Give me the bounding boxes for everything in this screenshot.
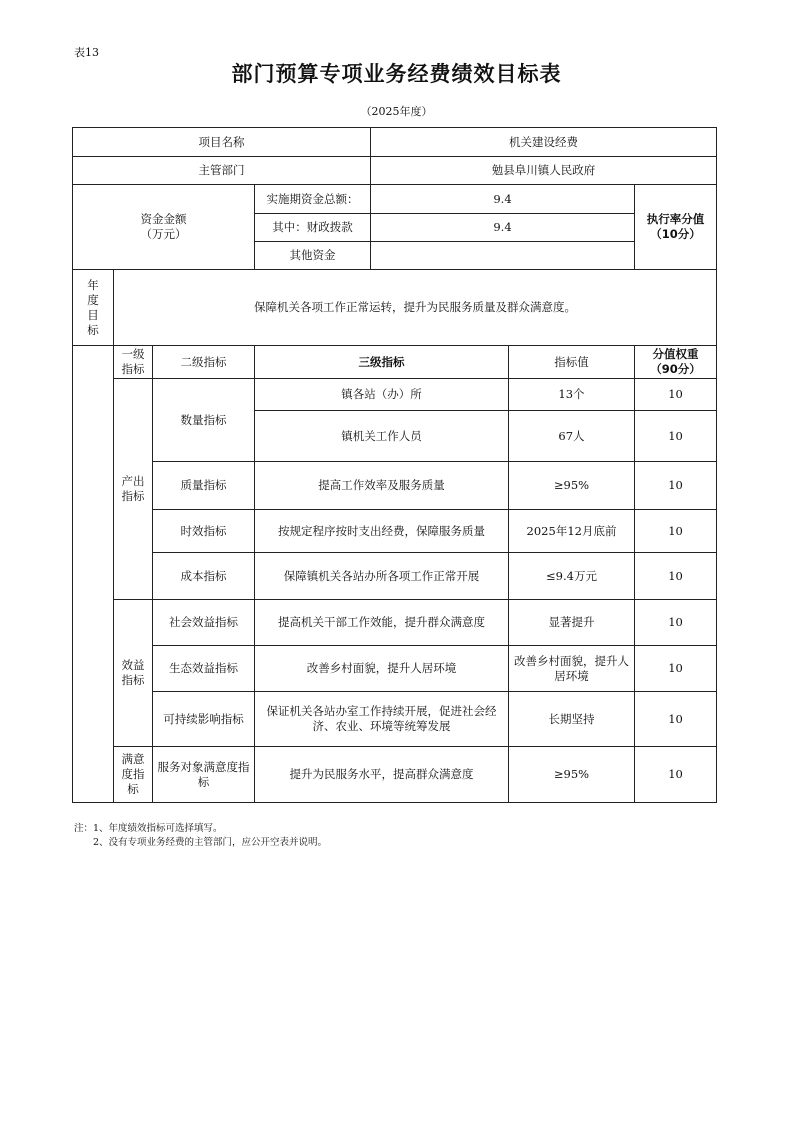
footnote-1: 注：1、年度绩效指标可选择填写。 (74, 823, 223, 834)
table-row (73, 692, 717, 747)
funds-total-value: 9.4 (371, 185, 635, 214)
level3-item: 保证机关各站办室工作持续开展，促进社会经济、农业、环境等统筹发展 (255, 692, 509, 747)
exec-rate-line1: 执行率分值 (646, 212, 705, 226)
table-row (73, 462, 717, 510)
indicator-value: ≥95% (509, 462, 635, 510)
level3-item: 按规定程序按时支出经费，保障服务质量 (255, 510, 509, 553)
indicator-weight: 10 (635, 600, 717, 646)
output-level1-label: 产出指标 (114, 379, 153, 600)
service-satisfaction-label: 服务对象满意度指标 (153, 747, 255, 803)
funds-total-label: 实施期资金总额： (255, 185, 371, 214)
indicator-value: ≥95% (509, 747, 635, 803)
level3-item: 提高机关干部工作效能，提升群众满意度 (255, 600, 509, 646)
level2-header: 二级指标 (153, 346, 255, 379)
annual-goal-text: 保障机关各项工作正常运转，提升为民服务质量及群众满意度。 (114, 270, 717, 346)
table-row (73, 747, 717, 803)
social-label: 社会效益指标 (153, 600, 255, 646)
funds-total-row (73, 185, 717, 214)
cost-label: 成本指标 (153, 553, 255, 600)
project-name-label: 项目名称 (73, 128, 371, 157)
funds-finance-label: 其中：财政拨款 (255, 214, 371, 242)
indicator-weight: 10 (635, 553, 717, 600)
funds-finance-value: 9.4 (371, 214, 635, 242)
table-row (73, 510, 717, 553)
dept-value: 勉县阜川镇人民政府 (371, 157, 717, 185)
timeliness-label: 时效指标 (153, 510, 255, 553)
table-row (73, 646, 717, 692)
indicator-value: 长期坚持 (509, 692, 635, 747)
indicator-value: 13个 (509, 379, 635, 411)
indicator-weight: 10 (635, 411, 717, 462)
table-number: 表13 (74, 46, 99, 59)
level3-header: 三级指标 (255, 346, 509, 379)
level3-item: 保障镇机关各站办所各项工作正常开展 (255, 553, 509, 600)
year-subtitle: （2025年度） (360, 105, 433, 118)
project-name-value: 机关建设经费 (371, 128, 717, 157)
annual-goal-label: 年 度 目 标 (73, 270, 114, 346)
indicator-weight: 10 (635, 510, 717, 553)
benefit-level1-label: 效益指标 (114, 600, 153, 747)
funds-other-label: 其他资金 (255, 242, 371, 270)
indicator-value: 67人 (509, 411, 635, 462)
annual-goal-row (73, 270, 717, 346)
funds-label-line1: 资金金额 (140, 212, 187, 226)
funds-other-value (371, 242, 635, 270)
quality-label: 质量指标 (153, 462, 255, 510)
footnotes (74, 822, 327, 850)
performance-table (72, 127, 717, 803)
dept-label: 主管部门 (73, 157, 371, 185)
indicator-header-row (73, 346, 717, 379)
table-row (73, 553, 717, 600)
exec-rate-line2: （10分） (650, 227, 701, 241)
level3-item: 镇机关工作人员 (255, 411, 509, 462)
funds-label-line2: （万元） (140, 227, 187, 241)
table-row (73, 379, 717, 411)
level3-item: 改善乡村面貌，提升人居环境 (255, 646, 509, 692)
level3-item: 提高工作效率及服务质量 (255, 462, 509, 510)
sustainable-label: 可持续影响指标 (153, 692, 255, 747)
value-header: 指标值 (509, 346, 635, 379)
footnote-2: 2、没有专项业务经费的主管部门，应公开空表并说明。 (93, 837, 328, 848)
quantity-label: 数量指标 (153, 379, 255, 462)
dept-row (73, 157, 717, 185)
indicator-weight: 10 (635, 692, 717, 747)
level3-item: 镇各站（办）所 (255, 379, 509, 411)
level1-header: 一级指标 (114, 346, 153, 379)
indicator-weight: 10 (635, 379, 717, 411)
weight-header: 分值权重 （90分） (635, 346, 717, 379)
indicator-blank-cell (73, 346, 114, 803)
indicator-weight: 10 (635, 747, 717, 803)
indicator-weight: 10 (635, 462, 717, 510)
satisfaction-level1-label: 满意度指标 (114, 747, 153, 803)
indicator-value: 显著提升 (509, 600, 635, 646)
funds-label (73, 185, 255, 270)
level3-item: 提升为民服务水平，提高群众满意度 (255, 747, 509, 803)
ecological-label: 生态效益指标 (153, 646, 255, 692)
page-title: 部门预算专项业务经费绩效目标表 (231, 62, 562, 86)
exec-rate-score (635, 185, 717, 270)
table-row (73, 600, 717, 646)
project-name-row (73, 128, 717, 157)
indicator-weight: 10 (635, 646, 717, 692)
indicator-value: 2025年12月底前 (509, 510, 635, 553)
indicator-value: ≤9.4万元 (509, 553, 635, 600)
indicator-value: 改善乡村面貌，提升人居环境 (509, 646, 635, 692)
